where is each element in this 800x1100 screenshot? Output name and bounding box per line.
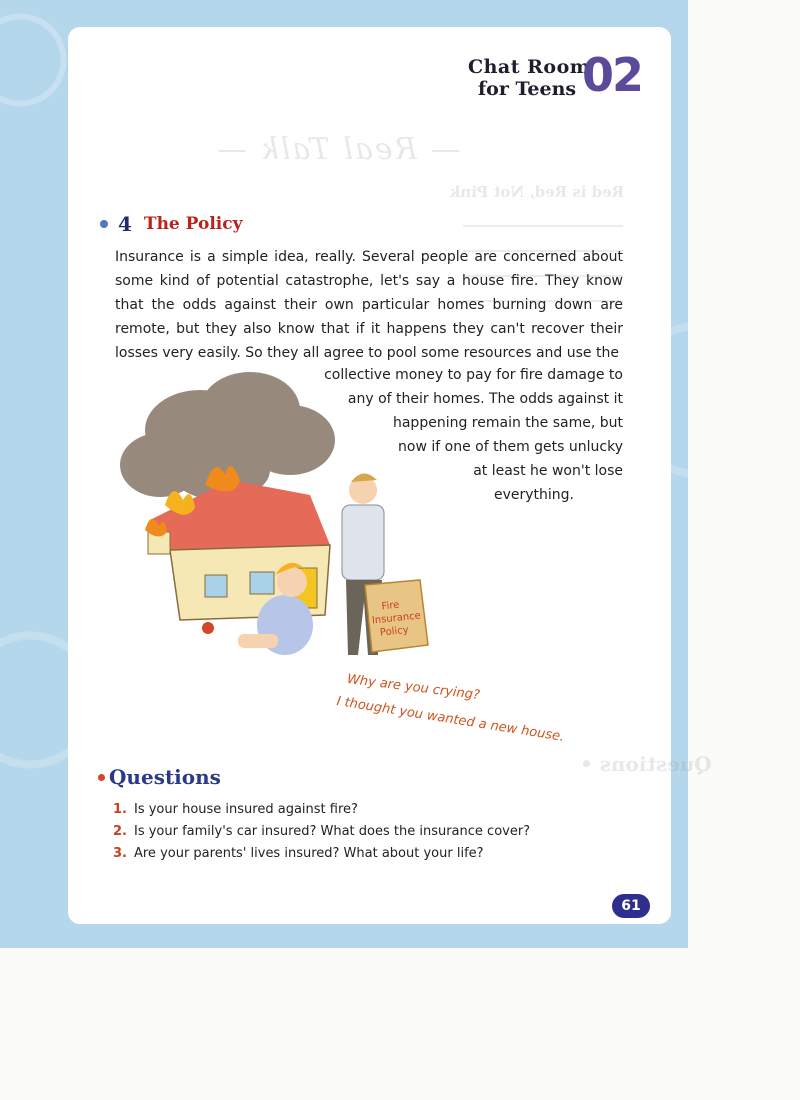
- question-item: [113, 846, 530, 868]
- caption-line: Why are you crying?: [346, 672, 481, 704]
- questions-title: Questions: [109, 765, 221, 789]
- questions-heading: [98, 765, 221, 789]
- section-heading: [100, 212, 242, 236]
- paragraph-line: any of their homes. The odds against it: [347, 391, 623, 407]
- question-text: Is your house insured against fire?: [133, 802, 358, 817]
- paragraph-line: now if one of them gets unlucky: [398, 439, 623, 455]
- bleed-through-subtitle: Red is Red, Not Pink: [450, 183, 625, 201]
- question-number: 3.: [113, 846, 127, 861]
- illustration-caption: [335, 672, 568, 745]
- section-bullet-icon: [100, 220, 108, 228]
- section-paragraph: Insurance is a simple idea, really. Several people are concerned about some kind of potential catastrophe, let's say a house fire. They know that the odds against their own particular homes burning down are remote, but they also know that if it happens they can't recover their losses very easily. So they all agree to pool some resources and use the: [115, 249, 623, 361]
- page-number-badge: 61: [612, 894, 650, 918]
- bleed-through-title: — Real Talk —: [215, 132, 461, 167]
- paragraph-line: at least he won't lose: [473, 463, 623, 479]
- paragraph-line: everything.: [493, 487, 574, 503]
- sign-text-line: Insurance: [371, 610, 422, 627]
- bleed-through-questions: Questions •: [580, 752, 712, 776]
- question-text: Are your parents' lives insured? What about your life?: [133, 846, 484, 861]
- question-item: [113, 824, 530, 846]
- questions-bullet-icon: [98, 774, 105, 781]
- question-item: [113, 802, 530, 824]
- section-title: The Policy: [143, 214, 243, 234]
- sign-text-line: Policy: [379, 624, 410, 639]
- question-number: 1.: [113, 802, 127, 817]
- logo-line1: Chat Room: [468, 56, 591, 78]
- paragraph-line: collective money to pay for fire damage to: [324, 367, 623, 383]
- section-number: 4: [118, 212, 132, 236]
- sign-text-line: Fire: [381, 599, 400, 613]
- question-text: Is your family's car insured? What does the insurance cover?: [133, 824, 531, 839]
- question-number: 2.: [113, 824, 127, 839]
- chat-room-logo: [466, 48, 643, 110]
- logo-line2: for Teens: [478, 78, 577, 100]
- bleed-through-line: [463, 225, 623, 227]
- caption-line: I thought you wanted a new house.: [335, 694, 566, 745]
- unit-number: 02: [582, 48, 643, 102]
- paragraph-line: happening remain the same, but: [392, 415, 623, 431]
- questions-list: [113, 802, 530, 868]
- burning-house-illustration: [110, 370, 560, 670]
